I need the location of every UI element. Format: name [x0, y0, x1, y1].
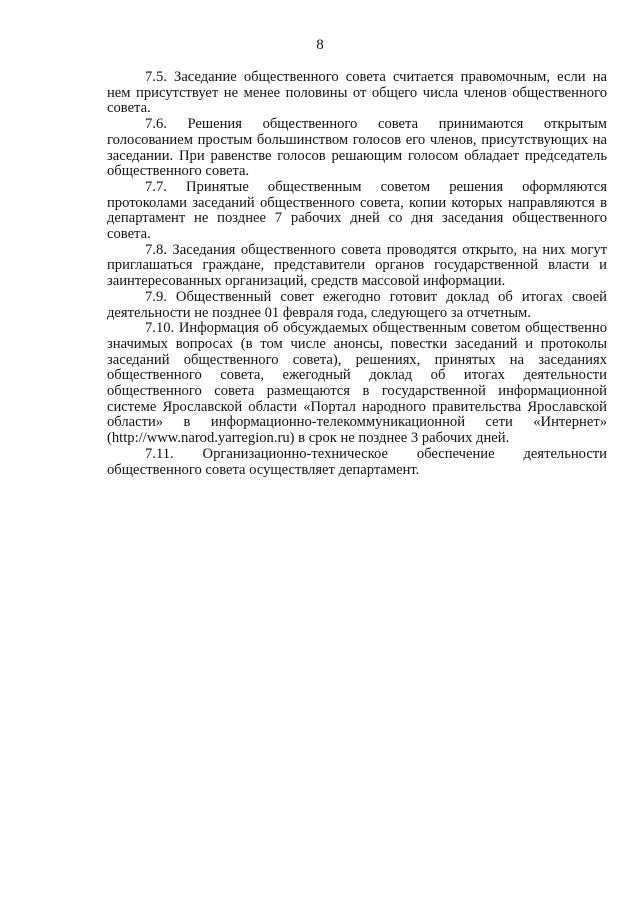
paragraph-7-11: 7.11. Организационно-техническое обеспечение деятельности общественного совета осуществляет департамент.: [107, 445, 607, 478]
paragraph-7-8: 7.8. Заседания общественного совета проводятся открыто, на них могут приглашаться граждане, представители органов государственной власти и заинтересованных организаций, средств массовой информации.: [107, 241, 607, 290]
document-body: [107, 70, 607, 478]
paragraph-7-10: 7.10. Информация об обсуждаемых общественным советом общественно значимых вопросах (в том числе анонсы, повестки заседаний и протоколы заседаний общественного совета), решениях, принятых на заседаниях общественного совета, ежегодный доклад об итогах деятельности общественного совета размещаются в государственной информационной системе Ярославской области «Портал народного правительства Ярославской области» в информационно-телекоммуникационной сети «Интернет» (http://www.narod.yarregion.ru) в срок не позднее 3 рабочих дней.: [107, 320, 607, 447]
paragraph-7-9: 7.9. Общественный совет ежегодно готовит доклад об итогах своей деятельности не позднее 01 февраля года, следующего за отчетным.: [107, 288, 607, 321]
paragraph-7-7: 7.7. Принятые общественным советом решения оформляются протоколами заседаний общественного совета, копии которых направляются в департамент не позднее 7 рабочих дней со дня заседания общественного совета.: [107, 178, 607, 243]
page-number: 8: [316, 37, 324, 53]
paragraph-7-5: 7.5. Заседание общественного совета считается правомочным, если на нем присутствует не менее половины от общего числа членов общественного совета.: [107, 69, 607, 117]
paragraph-7-6: 7.6. Решения общественного совета принимаются открытым голосованием простым большинством голосов его членов, присутствующих на заседании. При равенстве голосов решающим голосом обладает председатель общественного совета.: [107, 116, 607, 180]
